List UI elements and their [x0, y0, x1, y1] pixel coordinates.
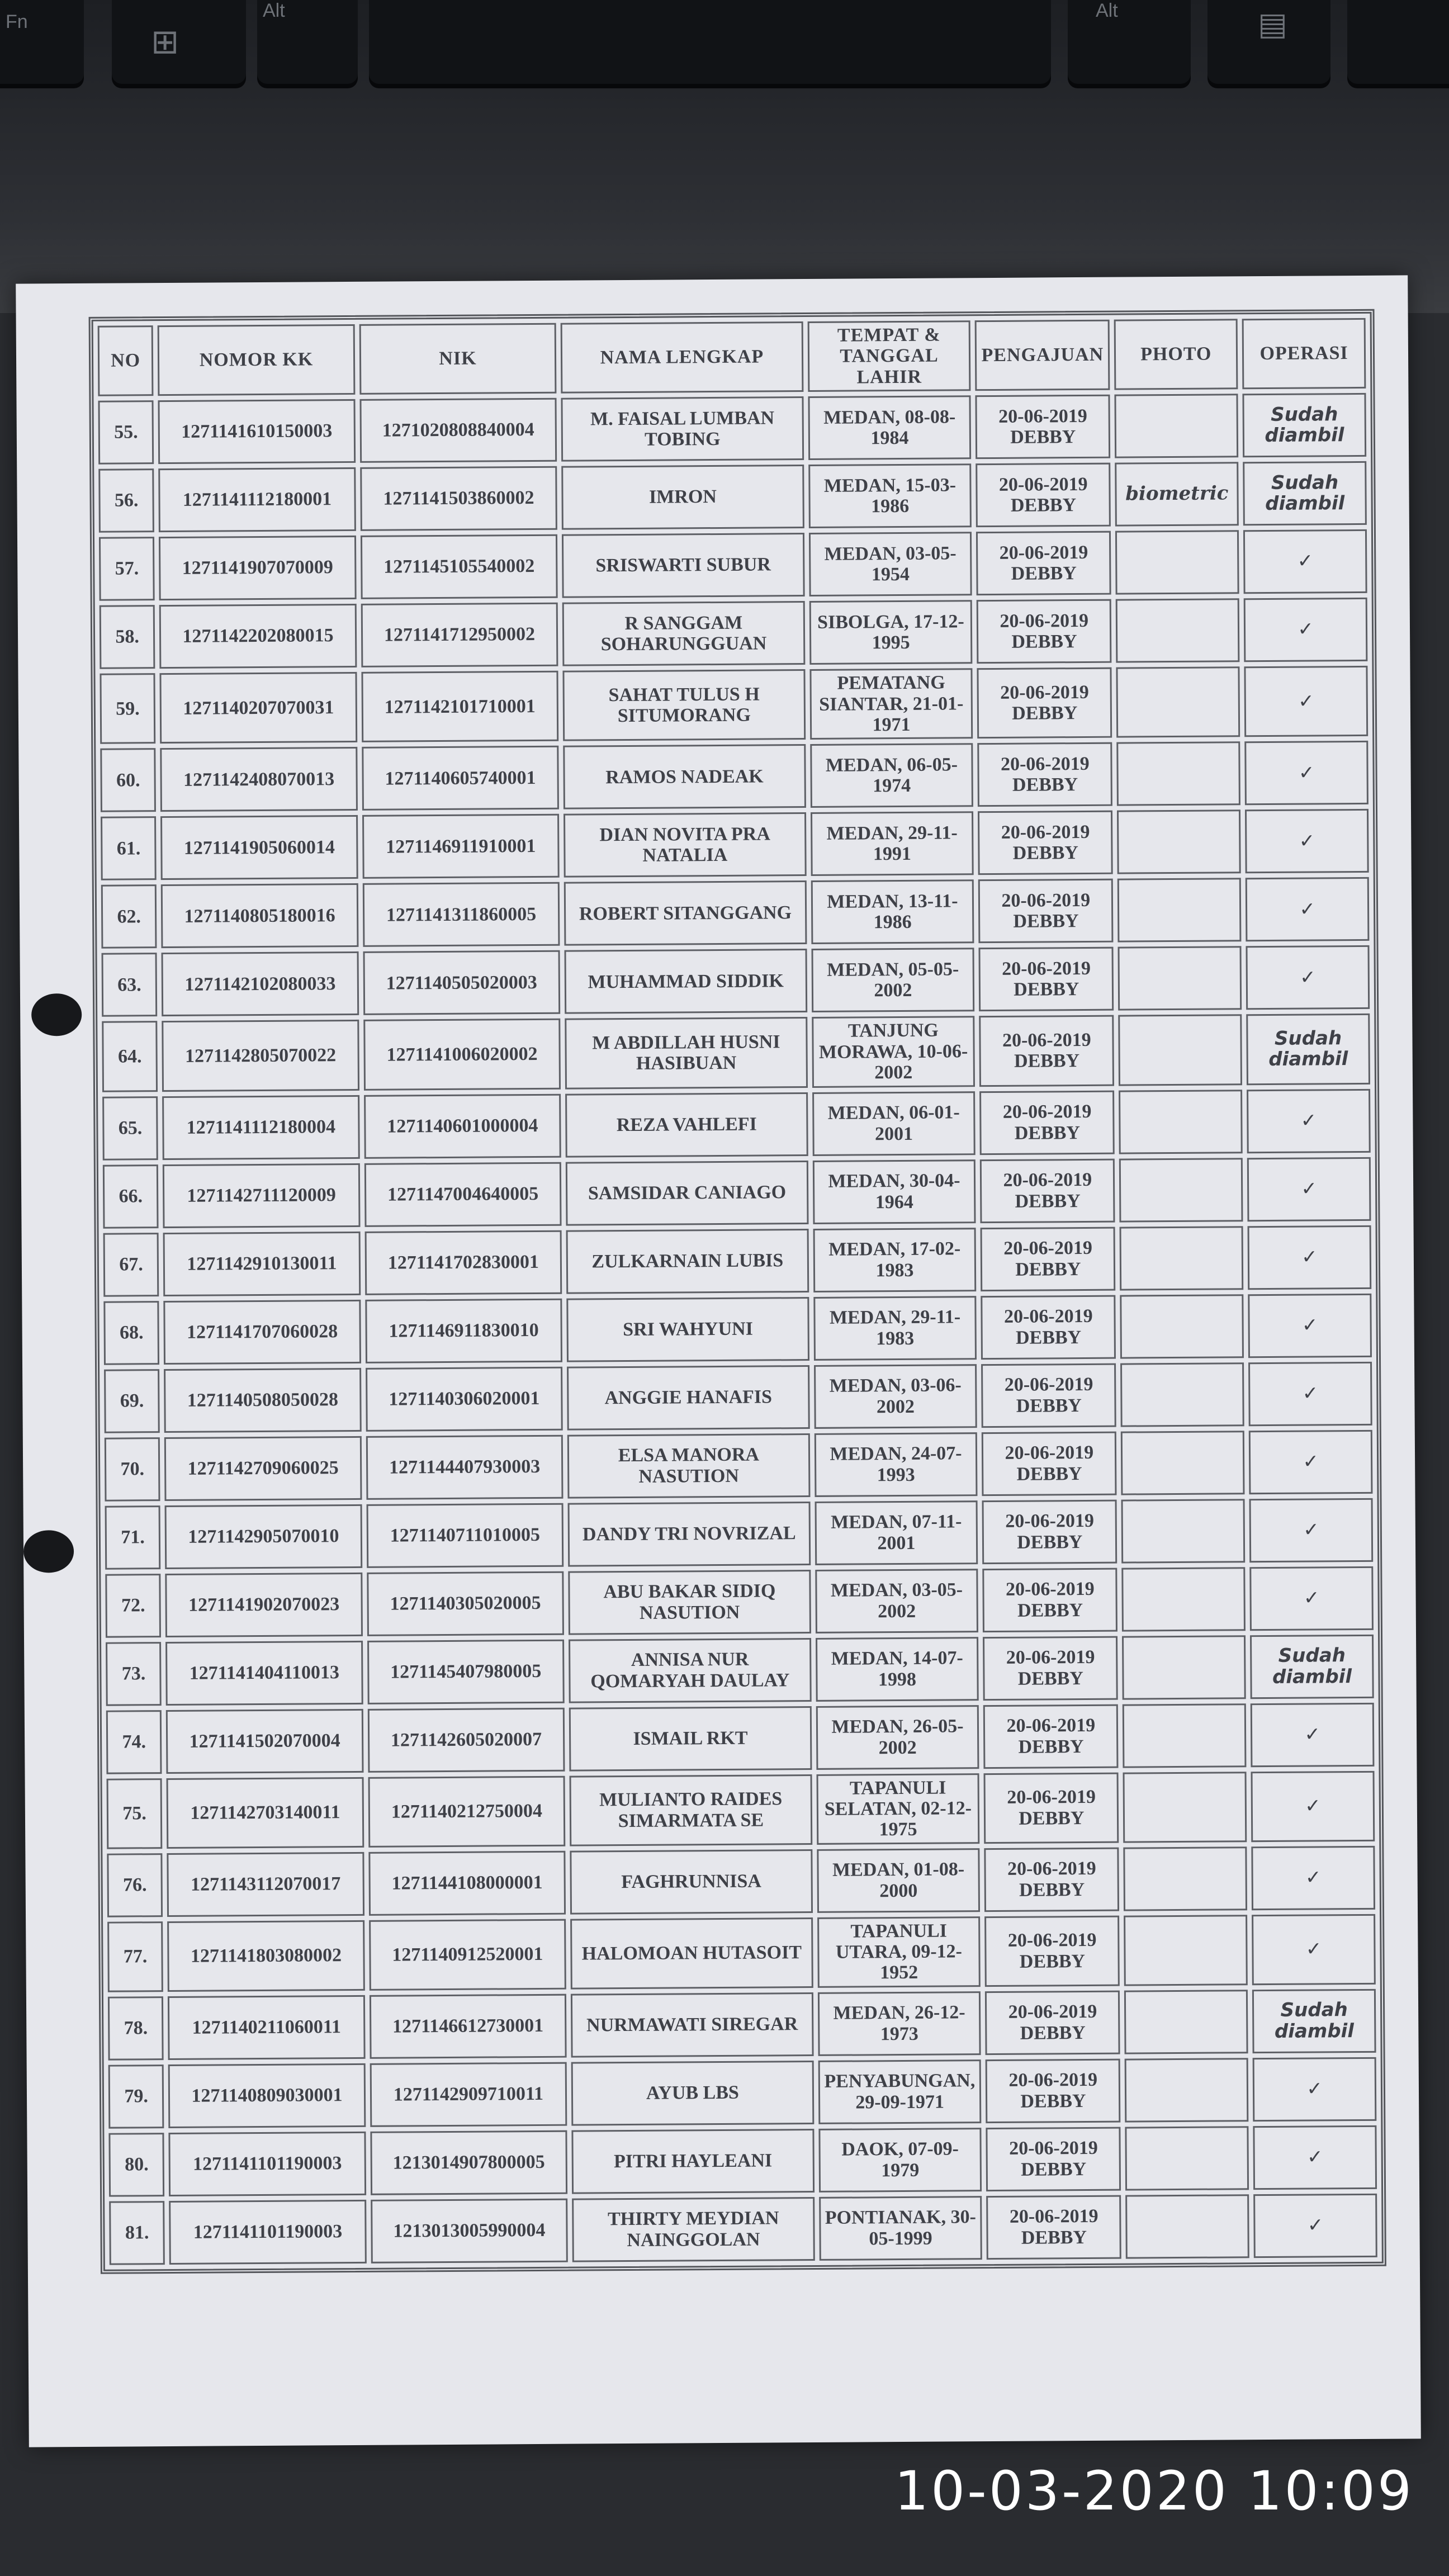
- photo-cell: [1116, 598, 1239, 662]
- name-cell: IMRON: [561, 465, 804, 530]
- photo-cell: [1121, 1499, 1245, 1563]
- birth-cell: MEDAN, 17-02-1983: [813, 1228, 976, 1292]
- birth-cell: MEDAN, 15-03-1986: [808, 463, 972, 528]
- nik-cell: 1271142909710011: [370, 2062, 567, 2127]
- photo-cell: [1115, 530, 1239, 594]
- operasi-cell: ✓: [1244, 666, 1368, 737]
- operasi-cell: Sudah diambil: [1250, 1634, 1374, 1698]
- punch-hole-bottom: [23, 1530, 74, 1573]
- photo-cell: [1117, 810, 1240, 874]
- row-number: 70.: [105, 1437, 160, 1502]
- row-number: 62.: [101, 884, 157, 949]
- nomor-kk-cell: 1271141404110013: [165, 1640, 363, 1705]
- nomor-kk-cell: 1271140805180016: [161, 883, 358, 948]
- photo-cell: [1122, 1567, 1246, 1631]
- name-cell: NURMAWATI SIREGAR: [571, 1992, 813, 2058]
- header-nama-lengkap: NAMA LENGKAP: [561, 321, 803, 394]
- header-photo: PHOTO: [1114, 319, 1238, 390]
- birth-cell: MEDAN, 29-11-1983: [813, 1296, 977, 1361]
- operasi-cell: ✓: [1245, 809, 1369, 873]
- photo-cell: [1125, 2058, 1248, 2122]
- name-cell: ISMAIL RKT: [569, 1706, 812, 1772]
- birth-cell: TANJUNG MORAWA, 10-06-2002: [812, 1016, 975, 1088]
- birth-cell: MEDAN, 30-04-1964: [812, 1159, 976, 1224]
- nomor-kk-cell: 1271141101190003: [169, 2200, 366, 2265]
- name-cell: R SANGGAM SOHARUNGGUAN: [562, 601, 805, 666]
- table-row: [101, 809, 1369, 880]
- nik-cell: 1271140212750004: [368, 1775, 565, 1847]
- nomor-kk-cell: 1271142102080033: [162, 951, 359, 1016]
- table-row: [98, 461, 1367, 533]
- table-row: [105, 1566, 1374, 1637]
- table-row: [100, 598, 1368, 669]
- header-row: [98, 318, 1366, 396]
- table-row: [102, 1014, 1370, 1092]
- name-cell: THIRTY MEYDIAN NAINGGOLAN: [572, 2197, 815, 2262]
- row-number: 61.: [101, 816, 157, 880]
- fn-key-label: Fn: [6, 11, 28, 32]
- row-number: 58.: [100, 605, 155, 669]
- nik-cell: 1271140601000004: [364, 1093, 561, 1158]
- operasi-cell: ✓: [1248, 1225, 1372, 1289]
- operasi-cell: ✓: [1244, 741, 1368, 805]
- name-cell: SRI WAHYUNI: [566, 1297, 809, 1362]
- photo-cell: [1124, 1990, 1248, 2054]
- nomor-kk-cell: 1271143112070017: [167, 1852, 364, 1917]
- nik-cell: 1271144407930003: [366, 1434, 564, 1499]
- operasi-cell: ✓: [1243, 529, 1367, 594]
- birth-cell: SIBOLGA, 17-12-1995: [809, 600, 972, 665]
- table-row: [104, 1361, 1372, 1433]
- photo-cell: [1124, 1846, 1247, 1911]
- pengajuan-cell: 20-06-2019 DEBBY: [983, 1704, 1119, 1768]
- nik-cell: 1271140912520001: [369, 1919, 566, 1990]
- name-cell: ANGGIE HANAFIS: [567, 1365, 809, 1431]
- birth-cell: MEDAN, 07-11-2001: [815, 1500, 978, 1565]
- nomor-kk-cell: 1271142703140011: [167, 1777, 364, 1848]
- header-nik: NIK: [359, 323, 556, 395]
- pengajuan-cell: 20-06-2019 DEBBY: [978, 879, 1114, 943]
- operasi-cell: ✓: [1248, 1293, 1372, 1357]
- row-number: 75.: [107, 1778, 163, 1849]
- birth-cell: MEDAN, 03-05-1954: [809, 532, 972, 596]
- row-number: 56.: [98, 468, 154, 533]
- header-tempat-tanggal-lahir: TEMPAT & TANGGAL LAHIR: [807, 320, 970, 392]
- header-nomor-kk: NOMOR KK: [158, 324, 355, 396]
- row-number: 64.: [102, 1021, 158, 1092]
- pengajuan-cell: 20-06-2019 DEBBY: [986, 2058, 1121, 2123]
- photo-cell: biometric: [1115, 462, 1239, 526]
- name-cell: ELSA MANORA NASUTION: [567, 1433, 810, 1499]
- punch-hole-top: [31, 993, 82, 1036]
- header-no: NO: [98, 325, 154, 396]
- name-cell: FAGHRUNNISA: [570, 1849, 812, 1915]
- pengajuan-cell: 20-06-2019 DEBBY: [977, 667, 1112, 739]
- pengajuan-cell: 20-06-2019 DEBBY: [976, 531, 1111, 595]
- nomor-kk-cell: 1271142709060025: [164, 1436, 362, 1500]
- nik-cell: 1271144108000001: [368, 1850, 566, 1915]
- operasi-cell: ✓: [1252, 1914, 1376, 1986]
- name-cell: SRISWARTI SUBUR: [562, 533, 804, 598]
- operasi-cell: ✓: [1251, 1770, 1375, 1842]
- birth-cell: PONTIANAK, 30-05-1999: [819, 2196, 982, 2261]
- nomor-kk-cell: 1271141707060028: [164, 1299, 361, 1364]
- birth-cell: MEDAN, 29-11-1991: [811, 812, 974, 877]
- operasi-cell: Sudah diambil: [1246, 1014, 1370, 1085]
- nik-cell: 1271142605020007: [367, 1707, 565, 1772]
- photo-cell: [1124, 1915, 1248, 1986]
- nik-cell: 1213013005990004: [371, 2199, 568, 2264]
- name-cell: REZA VAHLEFI: [565, 1092, 808, 1158]
- name-cell: ANNISA NUR QOMARYAH DAULAY: [569, 1638, 811, 1703]
- table-row: [102, 1088, 1371, 1160]
- pengajuan-cell: 20-06-2019 DEBBY: [984, 1915, 1120, 1987]
- photo-cell: [1125, 2126, 1249, 2190]
- photo-timestamp: 10-03-2020 10:09: [894, 2460, 1414, 2522]
- nik-cell: 1271146911910001: [362, 814, 560, 879]
- pengajuan-cell: 20-06-2019 DEBBY: [986, 2195, 1121, 2259]
- birth-cell: MEDAN, 14-07-1998: [816, 1637, 979, 1702]
- nik-cell: 1271141006020002: [363, 1019, 561, 1090]
- photo-cell: [1117, 878, 1241, 943]
- name-cell: RAMOS NADEAK: [563, 744, 806, 809]
- birth-cell: MEDAN, 06-05-1974: [810, 744, 973, 808]
- nomor-kk-cell: 1271142711120009: [163, 1163, 360, 1228]
- nomor-kk-cell: 1271141902070023: [165, 1572, 363, 1637]
- row-number: 69.: [104, 1369, 160, 1433]
- header-pengajuan: PENGAJUAN: [975, 320, 1110, 391]
- row-number: 74.: [106, 1710, 162, 1774]
- pengajuan-cell: 20-06-2019 DEBBY: [979, 947, 1114, 1011]
- name-cell: M. FAISAL LUMBAN TOBING: [561, 396, 804, 462]
- photo-cell: [1119, 1158, 1243, 1222]
- pengajuan-cell: 20-06-2019 DEBBY: [982, 1499, 1117, 1564]
- pengajuan-cell: 20-06-2019 DEBBY: [986, 2127, 1121, 2191]
- pengajuan-cell: 20-06-2019 DEBBY: [984, 1772, 1119, 1844]
- birth-cell: PENYABUNGAN, 29-09-1971: [818, 2059, 981, 2124]
- operasi-cell: ✓: [1249, 1498, 1374, 1562]
- operasi-cell: ✓: [1251, 1702, 1375, 1767]
- nomor-kk-cell: 1271142910130011: [163, 1231, 361, 1296]
- table-row: [101, 877, 1370, 949]
- row-number: 63.: [102, 953, 158, 1017]
- photo-cell: [1116, 666, 1240, 738]
- birth-cell: TAPANULI UTARA, 09-12-1952: [817, 1916, 981, 1988]
- nik-cell: 1271141712950002: [361, 603, 558, 667]
- nomor-kk-cell: 1271140809030001: [168, 2063, 366, 2128]
- table-row: [106, 1702, 1375, 1774]
- name-cell: SAMSIDAR CANIAGO: [566, 1161, 808, 1226]
- table-row: [105, 1429, 1373, 1501]
- pengajuan-cell: 20-06-2019 DEBBY: [976, 463, 1111, 527]
- operasi-cell: ✓: [1247, 1157, 1371, 1221]
- row-number: 80.: [108, 2133, 164, 2197]
- row-number: 76.: [107, 1853, 163, 1917]
- photo-cell: [1120, 1362, 1244, 1427]
- alt-key-right-label: Alt: [1096, 0, 1118, 21]
- nik-cell: 1271147004640005: [364, 1162, 562, 1227]
- nomor-kk-cell: 1271140211060011: [168, 1995, 365, 2060]
- photo-cell: [1125, 2194, 1249, 2258]
- operasi-cell: ✓: [1246, 877, 1370, 941]
- pengajuan-cell: 20-06-2019 DEBBY: [976, 395, 1111, 459]
- pengajuan-cell: 20-06-2019 DEBBY: [981, 1295, 1116, 1359]
- pengajuan-cell: 20-06-2019 DEBBY: [978, 742, 1113, 807]
- windows-icon: ⊞: [151, 23, 179, 60]
- pengajuan-cell: 20-06-2019 DEBBY: [977, 599, 1112, 664]
- table-row: [103, 1225, 1372, 1296]
- nik-cell: 1271141503860002: [360, 466, 557, 531]
- table-row: [108, 2125, 1377, 2197]
- name-cell: DANDY TRI NOVRIZAL: [568, 1502, 811, 1567]
- photo-cell: [1120, 1294, 1244, 1358]
- table-body: [98, 393, 1377, 2265]
- nomor-kk-cell: 1271142202080015: [159, 604, 357, 669]
- operasi-cell: ✓: [1244, 598, 1368, 662]
- row-number: 79.: [108, 2064, 164, 2129]
- operasi-cell: Sudah diambil: [1252, 1989, 1376, 2053]
- operasi-cell: Sudah diambil: [1243, 461, 1367, 525]
- keyboard-background: [0, 0, 1449, 313]
- table-row: [107, 1770, 1375, 1849]
- pengajuan-cell: 20-06-2019 DEBBY: [981, 1227, 1116, 1291]
- table-row: [105, 1498, 1374, 1569]
- operasi-cell: ✓: [1249, 1429, 1373, 1494]
- birth-cell: TAPANULI SELATAN, 02-12-1975: [816, 1773, 979, 1845]
- table-row: [100, 741, 1368, 812]
- table-row: [103, 1293, 1372, 1365]
- nomor-kk-cell: 1271141803080002: [167, 1920, 364, 1992]
- nik-cell: 1271020808840004: [359, 398, 557, 463]
- birth-cell: MEDAN, 24-07-1993: [814, 1432, 977, 1497]
- photo-cell: [1119, 1090, 1242, 1154]
- roster-table: [89, 309, 1386, 2274]
- pengajuan-cell: 20-06-2019 DEBBY: [981, 1363, 1116, 1427]
- ctrl-key: [1347, 0, 1449, 84]
- photo-cell: [1121, 1431, 1244, 1495]
- pengajuan-cell: 20-06-2019 DEBBY: [979, 1090, 1115, 1154]
- row-number: 57.: [99, 537, 155, 601]
- table-row: [109, 2194, 1377, 2265]
- birth-cell: PEMATANG SIANTAR, 21-01-1971: [809, 668, 973, 740]
- nomor-kk-cell: 1271141907070009: [159, 536, 356, 600]
- photo-cell: [1115, 394, 1238, 458]
- birth-cell: MEDAN, 05-05-2002: [811, 948, 974, 1013]
- nik-cell: 1271141702830001: [364, 1230, 562, 1295]
- photo-cell: [1119, 1015, 1243, 1086]
- table-row: [103, 1157, 1371, 1228]
- nomor-kk-cell: 1271141112180004: [162, 1095, 359, 1159]
- name-cell: PITRI HAYLEANI: [572, 2129, 815, 2194]
- nik-cell: 1271145407980005: [367, 1639, 565, 1704]
- name-cell: ROBERT SITANGGANG: [564, 880, 807, 946]
- nomor-kk-cell: 1271141610150003: [158, 399, 356, 464]
- pengajuan-cell: 20-06-2019 DEBBY: [983, 1568, 1118, 1632]
- nomor-kk-cell: 1271142408070013: [160, 747, 358, 812]
- birth-cell: MEDAN, 26-05-2002: [816, 1705, 979, 1770]
- nomor-kk-cell: 1271141502070004: [166, 1708, 363, 1773]
- birth-cell: MEDAN, 01-08-2000: [817, 1848, 980, 1913]
- row-number: 65.: [102, 1096, 158, 1161]
- operasi-cell: ✓: [1247, 1088, 1371, 1153]
- row-number: 67.: [103, 1233, 159, 1297]
- photo-cell: [1120, 1226, 1243, 1290]
- row-number: 59.: [100, 673, 155, 744]
- operasi-cell: ✓: [1253, 2194, 1377, 2258]
- nik-cell: 1271140711010005: [366, 1503, 564, 1568]
- row-number: 66.: [103, 1164, 159, 1229]
- row-number: 78.: [108, 1996, 164, 2061]
- table-row: [98, 393, 1366, 465]
- pengajuan-cell: 20-06-2019 DEBBY: [984, 1847, 1120, 1911]
- name-cell: AYUB LBS: [571, 2061, 814, 2126]
- row-number: 73.: [106, 1642, 162, 1706]
- row-number: 71.: [105, 1505, 161, 1570]
- nik-cell: 1271145105540002: [361, 534, 558, 599]
- pengajuan-cell: 20-06-2019 DEBBY: [983, 1636, 1118, 1700]
- nomor-kk-cell: 1271140508050028: [164, 1367, 361, 1432]
- birth-cell: MEDAN, 26-12-1973: [818, 1991, 981, 2056]
- nik-cell: 1271140505020003: [363, 950, 560, 1015]
- name-cell: DIAN NOVITA PRA NATALIA: [564, 812, 806, 878]
- birth-cell: MEDAN, 08-08-1984: [808, 395, 971, 460]
- table-row: [100, 666, 1368, 744]
- pengajuan-cell: 20-06-2019 DEBBY: [978, 811, 1113, 875]
- operasi-cell: ✓: [1251, 1846, 1375, 1910]
- alt-key-left-label: Alt: [263, 0, 285, 21]
- row-number: 81.: [109, 2201, 165, 2265]
- nomor-kk-cell: 1271142805070022: [162, 1020, 359, 1091]
- header-operasi: OPERASI: [1242, 318, 1366, 390]
- operasi-cell: ✓: [1246, 945, 1370, 1010]
- table-row: [108, 1989, 1376, 2061]
- birth-cell: DAOK, 07-09-1979: [818, 2128, 982, 2193]
- nomor-kk-cell: 1271141101190003: [169, 2132, 366, 2196]
- nik-cell: 1271146612730001: [370, 1994, 567, 2059]
- space-bar: [369, 0, 1051, 84]
- name-cell: SAHAT TULUS H SITUMORANG: [563, 669, 806, 741]
- operasi-cell: ✓: [1253, 2057, 1377, 2122]
- operasi-cell: ✓: [1249, 1566, 1374, 1630]
- name-cell: HALOMOAN HUTASOIT: [570, 1917, 813, 1990]
- name-cell: MUHAMMAD SIDDIK: [565, 949, 807, 1014]
- alt-key-right: [1068, 0, 1191, 84]
- nik-cell: 1271146911830010: [365, 1298, 562, 1363]
- table-row: [107, 1846, 1375, 1917]
- name-cell: M ABDILLAH HUSNI HASIBUAN: [565, 1017, 807, 1089]
- photo-cell: [1123, 1772, 1247, 1843]
- nik-cell: 1213014907800005: [370, 2130, 567, 2195]
- row-number: 55.: [98, 400, 154, 465]
- name-cell: ABU BAKAR SIDIQ NASUTION: [568, 1570, 811, 1635]
- table-row: [99, 529, 1367, 601]
- table-row: [102, 945, 1370, 1017]
- birth-cell: MEDAN, 03-05-2002: [815, 1569, 978, 1633]
- nik-cell: 1271140306020001: [366, 1366, 563, 1431]
- name-cell: ZULKARNAIN LUBIS: [566, 1229, 809, 1294]
- menu-icon: ▤: [1258, 6, 1287, 41]
- table-row: [108, 2057, 1377, 2129]
- row-number: 60.: [100, 748, 156, 812]
- operasi-cell: Sudah diambil: [1243, 393, 1367, 457]
- pengajuan-cell: 20-06-2019 DEBBY: [979, 1015, 1115, 1087]
- operasi-cell: ✓: [1253, 2125, 1377, 2190]
- nomor-kk-cell: 1271141905060014: [160, 815, 358, 880]
- pengajuan-cell: 20-06-2019 DEBBY: [982, 1431, 1117, 1495]
- birth-cell: MEDAN, 13-11-1986: [811, 880, 974, 945]
- nik-cell: 1271141311860005: [362, 882, 560, 947]
- operasi-cell: ✓: [1248, 1361, 1372, 1426]
- photo-cell: [1123, 1703, 1246, 1768]
- photo-cell: [1122, 1635, 1246, 1699]
- nik-cell: 1271142101710001: [361, 671, 558, 742]
- row-number: 68.: [103, 1301, 159, 1365]
- nomor-kk-cell: 1271140207070031: [160, 672, 357, 744]
- nomor-kk-cell: 1271141112180001: [158, 467, 356, 532]
- nik-cell: 1271140605740001: [362, 746, 559, 811]
- photo-cell: [1117, 742, 1240, 806]
- row-number: 72.: [105, 1574, 161, 1638]
- table-row: [107, 1914, 1376, 1992]
- photo-cell: [1118, 946, 1242, 1011]
- nomor-kk-cell: 1271142905070010: [165, 1504, 362, 1569]
- nik-cell: 1271140305020005: [367, 1571, 564, 1636]
- birth-cell: MEDAN, 03-06-2002: [814, 1364, 977, 1429]
- paper-sheet: [16, 275, 1421, 2447]
- birth-cell: MEDAN, 06-01-2001: [812, 1091, 976, 1156]
- name-cell: MULIANTO RAIDES SIMARMATA SE: [570, 1774, 812, 1846]
- table-row: [106, 1634, 1374, 1706]
- pengajuan-cell: 20-06-2019 DEBBY: [980, 1158, 1115, 1223]
- pengajuan-cell: 20-06-2019 DEBBY: [985, 1990, 1120, 2054]
- row-number: 77.: [107, 1921, 163, 1992]
